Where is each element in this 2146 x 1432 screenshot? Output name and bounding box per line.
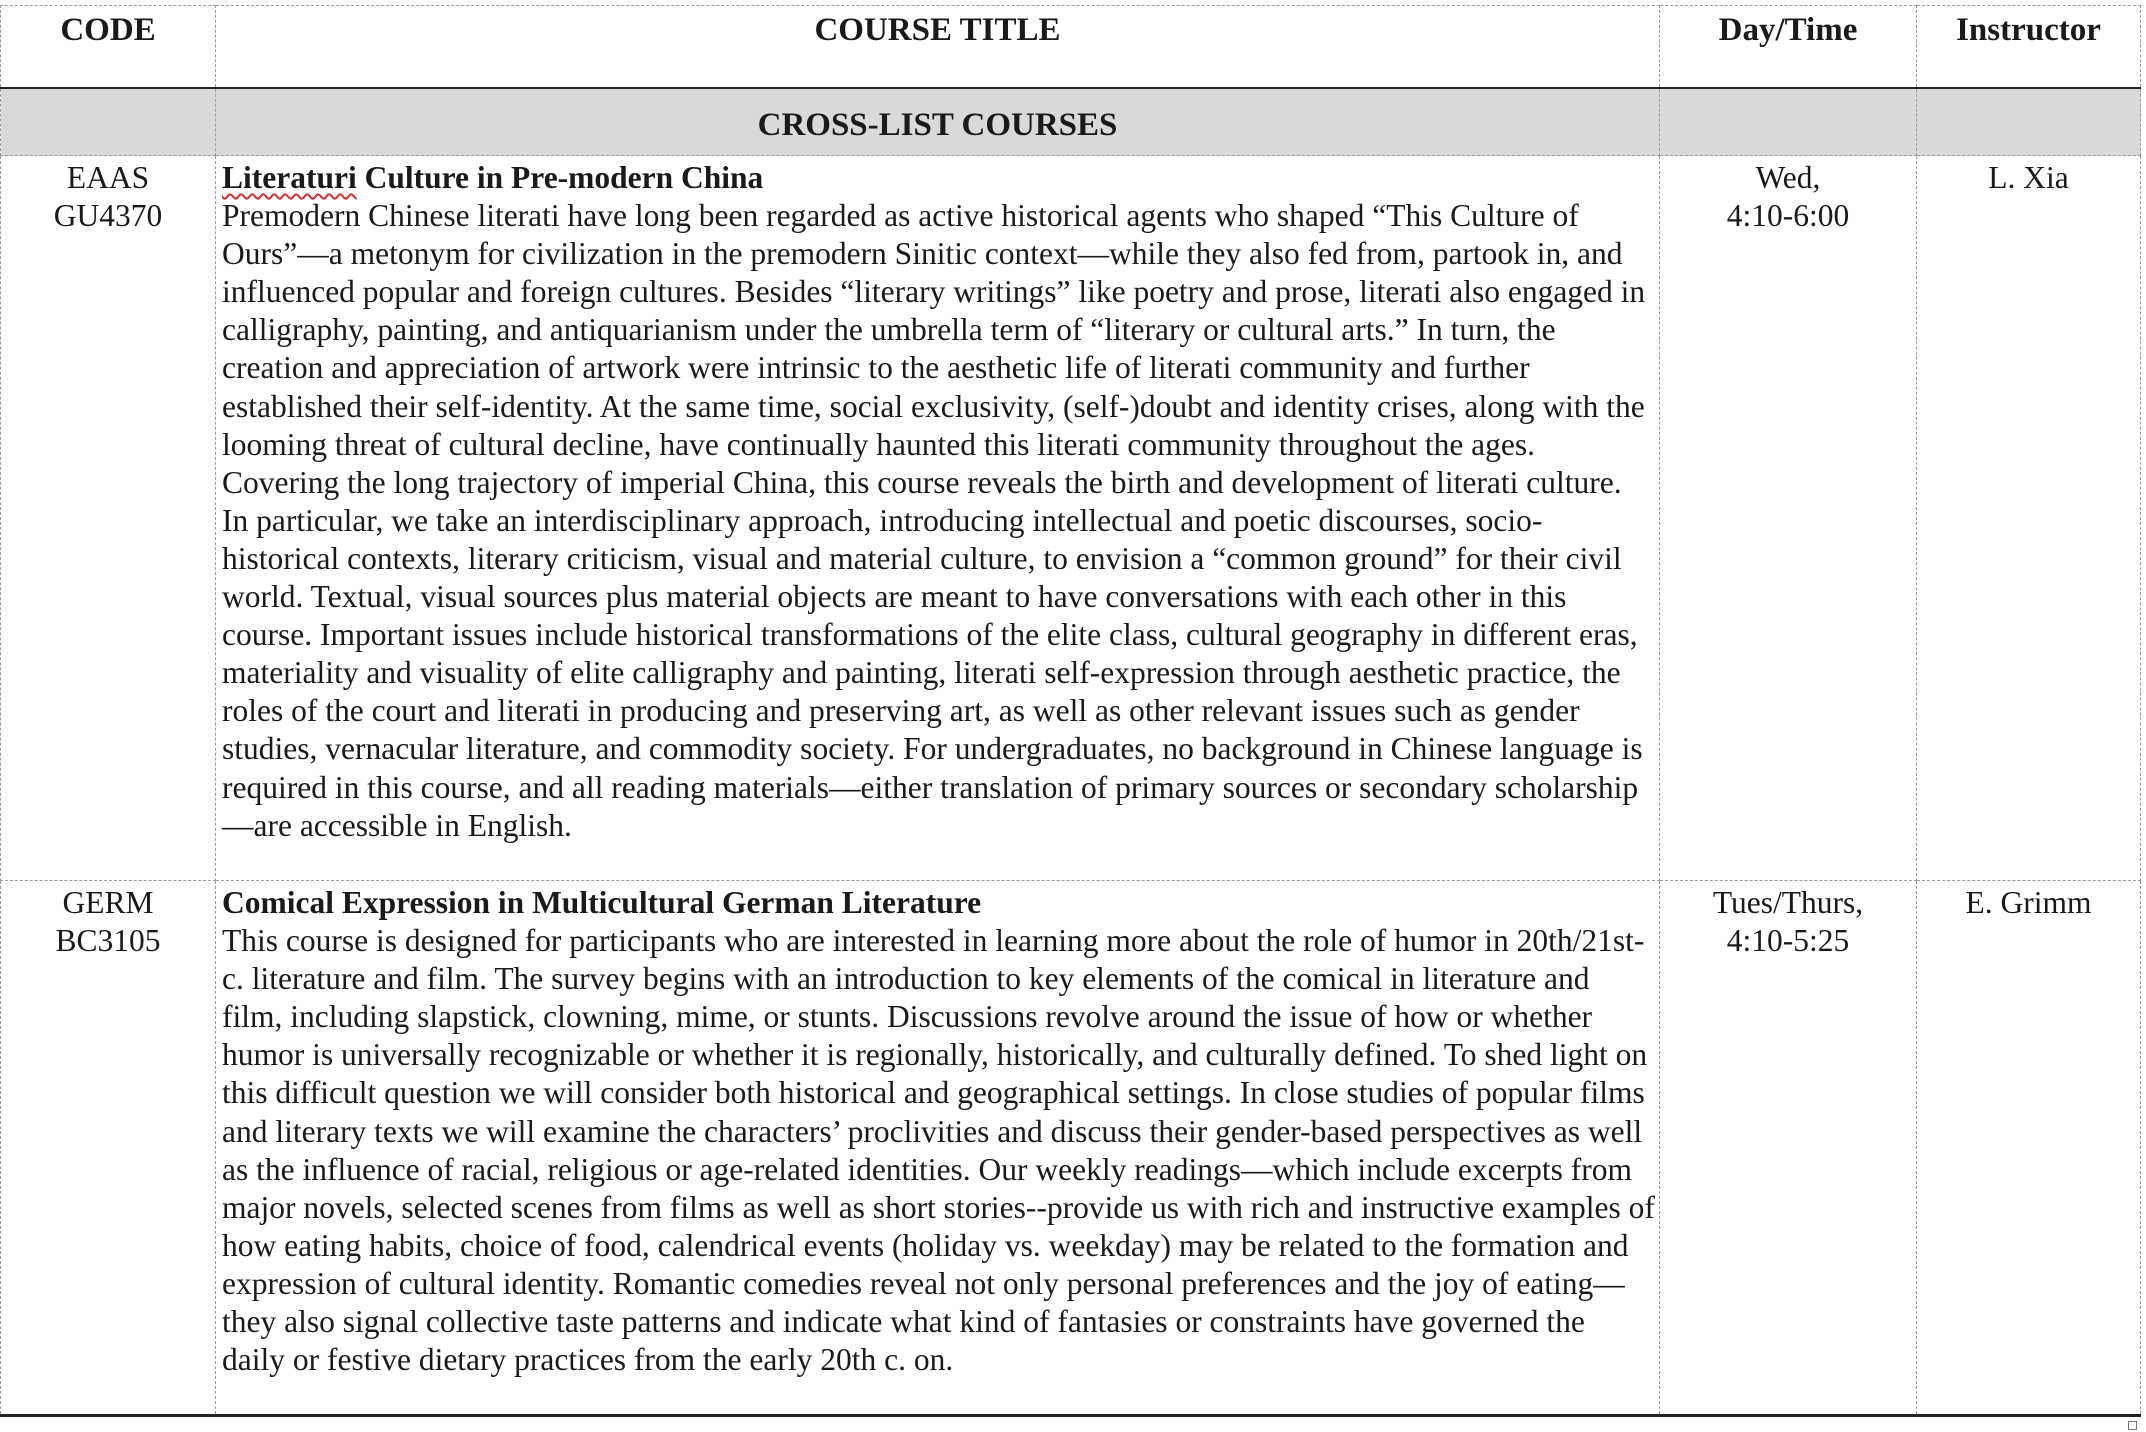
spellcheck-word[interactable]: Literaturi <box>222 160 357 195</box>
course-title <box>222 159 1655 197</box>
header-instructor: Instructor <box>1917 6 2141 88</box>
course-title-cell[interactable] <box>216 156 1660 881</box>
table-header-row <box>1 6 2141 88</box>
course-instructor-cell <box>1917 156 2141 881</box>
course-days: Tues/Thurs, <box>1712 885 1864 920</box>
course-code-subject: GERM <box>62 885 154 920</box>
course-instructor-cell <box>1917 881 2141 1416</box>
header-day-time: Day/Time <box>1660 6 1917 88</box>
course-description: Premodern Chinese literati have long been regarded as active historical agents who shaped “This Culture of Ours”—a metonym for civilization in the premodern Sinitic context—while they also fed from, partook in, and influenced popular and foreign cultures. Besides “literary writings” like poetry and prose, literati also engaged in calligraphy, painting, and antiquarianism under the umbrella term of “literary or cultural arts.” In turn, the creation and appreciation of artwork were intrinsic to the aesthetic life of literati community and further established their self-identity. At the same time, social exclusivity, (self-)doubt and identity crises, along with the looming threat of cultural decline, have continually haunted this literati community throughout the ages. Covering the long trajectory of imperial China, this course reveals the birth and development of literati culture. In particular, we take an interdisciplinary approach, introducing intellectual and poetic discourses, socio-historical contexts, literary criticism, visual and material culture, to envision a “common ground” for their civil world. Textual, visual sources plus material objects are meant to have conversations with each other in this course. Important issues include historical transformations of the elite class, cultural geography in different eras, materiality and visuality of elite calligraphy and painting, literati self-expression through aesthetic practice, the roles of the court and literati in producing and preserving art, as well as other relevant issues such as gender studies, vernacular literature, and commodity society. For undergraduates, no background in Chinese language is required in this course, and all reading materials—either translation of primary sources or secondary scholarship—are accessible in English. <box>222 198 1646 843</box>
course-title-rest: Culture in Pre-modern China <box>356 160 764 195</box>
course-table <box>0 5 2141 1417</box>
header-code: CODE <box>1 6 216 88</box>
section-empty-cell <box>1917 88 2141 156</box>
table-row <box>1 156 2141 881</box>
course-title: Comical Expression in Multicultural German Literature <box>222 885 982 920</box>
section-row <box>1 88 2141 156</box>
course-code-cell <box>1 156 216 881</box>
course-days: Wed, <box>1755 160 1821 195</box>
course-code-subject: EAAS <box>66 160 150 195</box>
course-time: 4:10-5:25 <box>1726 923 1850 959</box>
section-empty-cell <box>1 88 216 156</box>
course-instructor: L. Xia <box>1988 160 2069 195</box>
table-resize-handle[interactable] <box>2128 1421 2137 1430</box>
course-description: This course is designed for participants who are interested in learning more about the role of humor in 20th/21st-c. literature and film. The survey begins with an introduction to key elements of the comical in literature and film, including slapstick, clowning, mime, or stunts. Discussions revolve around the issue of how or whether humor is universally recognizable or whether it is regionally, historically, and culturally defined. To shed light on this difficult question we will consider both historical and geographical settings. In close studies of popular films and literary texts we will examine the characters’ proclivities and discuss their gender-based perspectives as well as the influence of racial, religious or age-related identities. Our weekly readings—which include excerpts from major novels, selected scenes from films as well as short stories--provide us with rich and instructive examples of how eating habits, choice of food, calendrical events (holiday vs. weekday) may be related to the formation and expression of cultural identity. Romantic comedies reveal not only personal preferences and the joy of eating—they also signal collective taste patterns and indicate what kind of fantasies or constraints have governed the daily or festive dietary practices from the early 20th c. on. <box>222 923 1655 1378</box>
course-time: 4:10-6:00 <box>1726 198 1850 234</box>
course-title-cell[interactable] <box>216 881 1660 1416</box>
header-course-title: COURSE TITLE <box>216 6 1660 88</box>
course-code-cell <box>1 881 216 1416</box>
course-code-number: BC3105 <box>55 923 161 959</box>
section-empty-cell <box>1660 88 1917 156</box>
table-row <box>1 881 2141 1416</box>
section-title-cell <box>216 88 1660 156</box>
course-day-time-cell <box>1660 156 1917 881</box>
course-instructor: E. Grimm <box>1965 885 2092 920</box>
section-title: CROSS-LIST COURSES <box>757 106 1118 143</box>
course-day-time-cell <box>1660 881 1917 1416</box>
course-code-number: GU4370 <box>53 198 163 234</box>
